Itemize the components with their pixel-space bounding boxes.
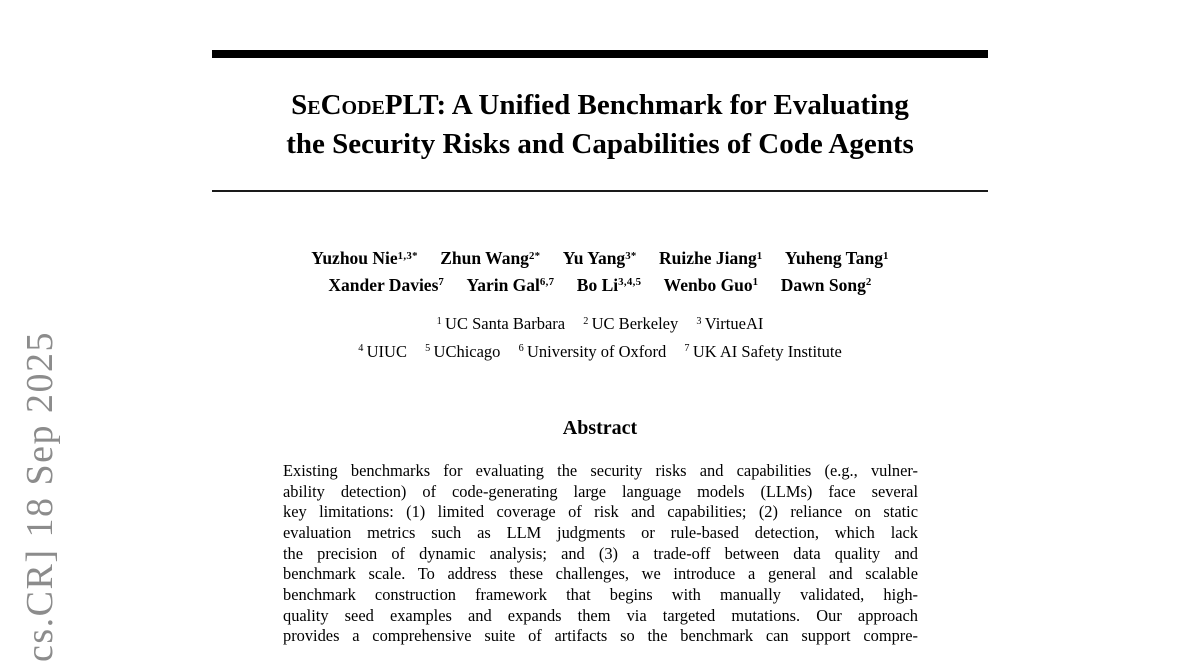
author [659,248,762,268]
affiliation [696,314,763,333]
abstract-text [283,461,918,647]
affiliation-name: University of Oxford [526,341,667,361]
affiliation-row-2 [212,340,988,368]
affiliation-name: VirtueAI [704,314,764,333]
author-superscript: 7 [438,276,445,289]
affiliation-superscript: 2 [583,315,589,327]
author [781,275,872,295]
abstract-line: benchmark construction framework that begins with manually validated, high- [283,584,918,604]
author-name: Yuheng Tang [784,248,883,268]
author-superscript: 3* [625,249,637,262]
affiliation-name: UK AI Safety Institute [692,341,842,361]
affiliation [684,342,841,361]
author-name: Yarin Gal [466,274,540,295]
affiliation-superscript: 4 [358,343,364,355]
title-rule-bottom [212,190,988,192]
affiliation-name: UChicago [433,341,501,361]
affiliation-superscript: 6 [518,343,524,355]
author-name: Zhun Wang [440,248,529,268]
affiliation-superscript: 1 [436,315,443,327]
title-line-1 [212,86,988,125]
affiliation-name: UC Berkeley [591,314,679,333]
affiliation [437,314,565,333]
paper-title [212,86,988,164]
author-superscript: 1 [882,249,889,262]
abstract-line: quality seed examples and expands them via targeted mutations. Our approach [283,605,918,625]
affiliation-name: UC Santa Barbara [445,314,566,333]
affiliation [425,342,500,361]
affiliation [583,314,678,333]
author [311,248,418,268]
abstract-heading: Abstract [562,417,638,439]
affiliation-superscript: 7 [684,343,690,355]
title-line-2: the Security Risks and Capabilities of Code Agents [286,128,914,160]
authors-block [212,247,988,300]
author [440,248,540,268]
affiliations-block [212,312,988,367]
affiliation-superscript: 5 [425,343,431,355]
author-name: Bo Li [576,274,619,295]
author-superscript: 1 [756,249,763,262]
affiliation [519,342,667,361]
title-rule-top [212,50,988,58]
author [785,248,889,268]
author [577,275,642,295]
author-name: Xander Davies [328,274,439,295]
affiliation-superscript: 3 [696,315,702,327]
abstract-line: evaluation metrics such as LLM judgments or rule-based detection, which lack [283,522,918,542]
author [664,275,759,295]
affiliation [358,342,407,361]
abstract-line: key limitations: (1) limited coverage of risk and capabilities; (2) reliance on static [283,502,918,522]
title-brand: SeCodePLT: [291,89,447,121]
author-row-1 [212,247,988,274]
author-superscript: 3,4,5 [618,276,642,289]
author-name: Wenbo Guo [663,274,753,295]
abstract-line: Existing benchmarks for evaluating the security risks and capabilities (e.g., vulner- [283,461,918,480]
author-superscript: 1 [752,276,759,289]
author-superscript: 2 [865,276,872,289]
affiliation-name: UIUC [366,341,407,361]
abstract-line: the precision of dynamic analysis; and (3) a trade-off between data quality and [283,543,918,563]
author [328,275,444,295]
author [563,248,637,268]
author [467,275,555,295]
title-line-1-rest: A Unified Benchmark for Evaluating [446,89,909,121]
abstract-line: benchmark scale. To address these challenges, we introduce a general and scalable [283,564,918,584]
author-name: Ruizhe Jiang [659,248,757,268]
author-superscript: 1,3* [397,249,418,262]
author-name: Yu Yang [562,248,626,268]
affiliation-row-1 [212,312,988,340]
arxiv-stamp: cs.CR] 18 Sep 2025 [19,331,61,662]
author-superscript: 6,7 [539,276,555,289]
abstract-line: ability detection) of code-generating large language models (LLMs) face several [283,481,918,501]
author-name: Yuzhou Nie [311,248,398,268]
author-superscript: 2* [528,249,541,262]
abstract-line: provides a comprehensive suite of artifacts so the benchmark can support compre- [283,626,918,646]
author-row-2 [212,274,988,301]
author-name: Dawn Song [780,274,866,295]
